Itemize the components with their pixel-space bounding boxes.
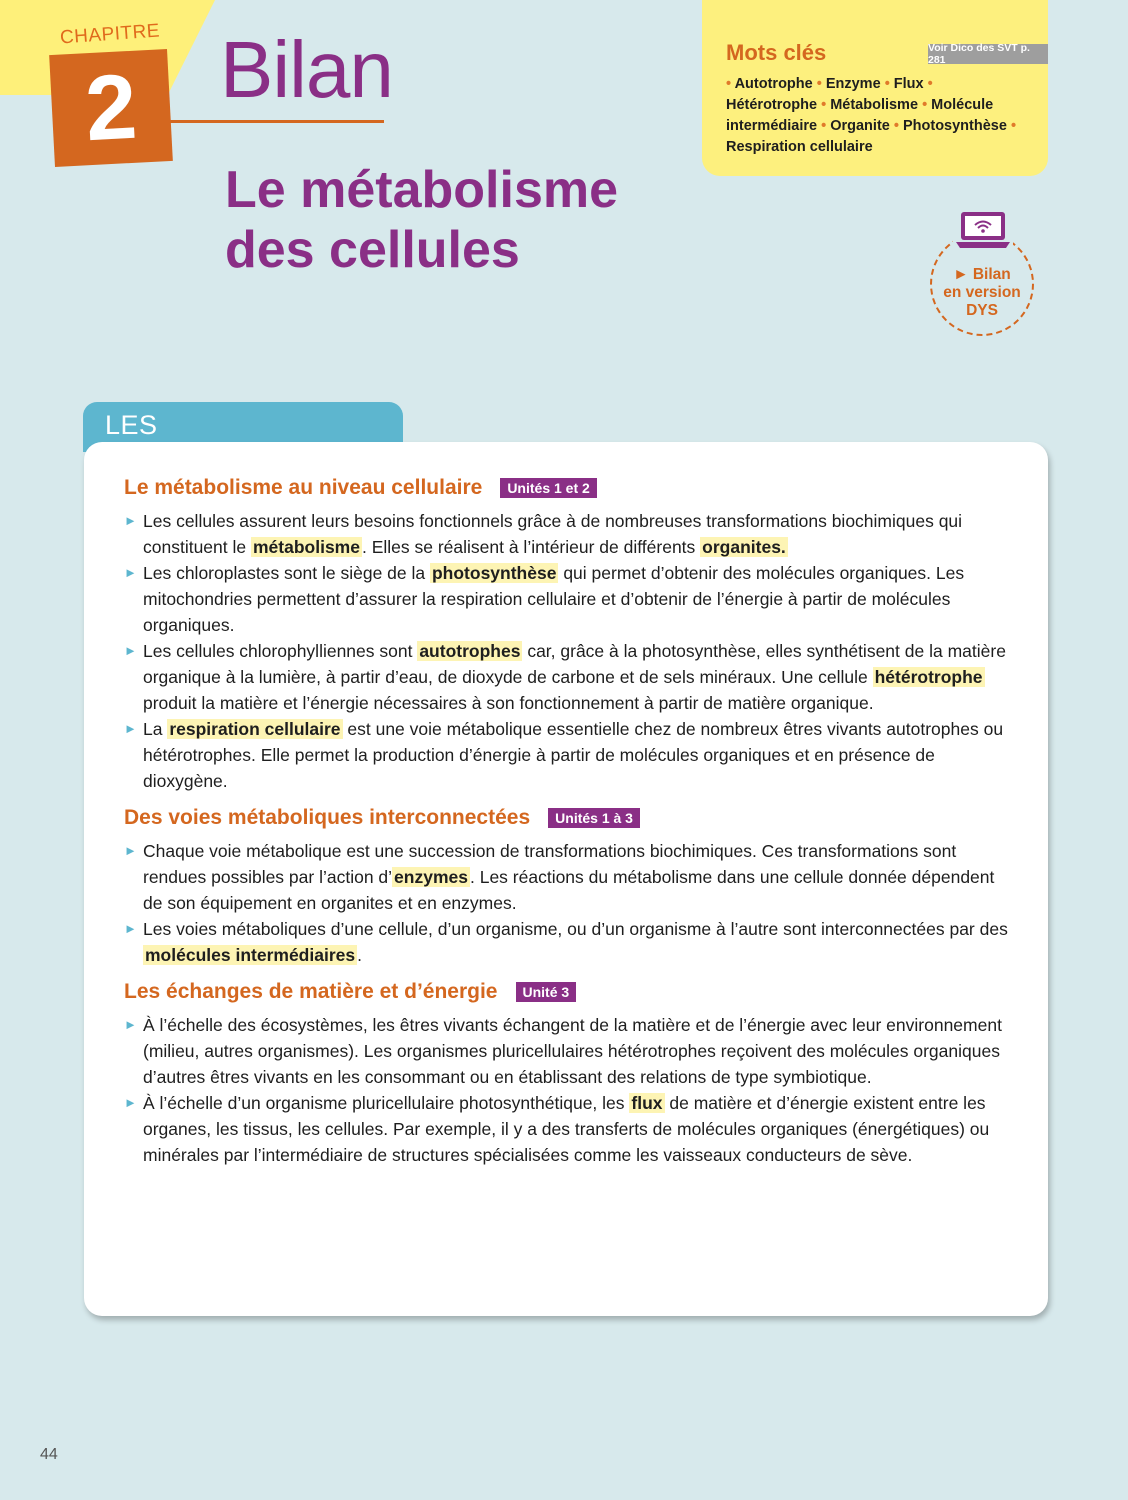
keyword[interactable]: Photosynthèse xyxy=(902,118,1007,134)
text-segment: Les chloroplastes sont le siège de la xyxy=(143,563,430,583)
keyword[interactable]: Hétérotrophe xyxy=(726,97,818,113)
text-segment: produit la matière et l’énergie nécessaires à son fonctionnement à partir de matière organique. xyxy=(143,693,874,713)
chapter-number: 2 xyxy=(49,49,173,167)
dys-line-1: ► Bilan xyxy=(953,266,1011,283)
title-line-1: Le métabolisme xyxy=(225,161,619,219)
keyword[interactable]: Molécule intermédiaire xyxy=(726,97,994,134)
dys-line-2: en version xyxy=(943,284,1021,301)
list-item xyxy=(124,560,1008,638)
keyword-bullet: • xyxy=(821,118,831,134)
keyword-bullet: • xyxy=(1010,118,1017,134)
keyword[interactable]: Respiration cellulaire xyxy=(726,139,873,155)
highlighted-term: autotrophes xyxy=(419,641,521,661)
highlighted-term: enzymes xyxy=(394,867,468,887)
keyword[interactable]: Autotrophe xyxy=(734,76,813,92)
section-title: Des voies métaboliques interconnectées xyxy=(124,806,531,829)
keyword-bullet: • xyxy=(816,76,826,92)
list-item xyxy=(124,1012,1008,1090)
text-segment: de matière et d’énergie existent entre les organes, les tissus, les cellules. Par exemple, il y a des transferts de molécules organiques (énergétiques) ou minérales par l’intermédiaire de structures spécialisées comme les vaisseaux conducteurs de sève. xyxy=(143,1093,990,1165)
text-segment: La xyxy=(143,719,168,739)
unit-badge[interactable]: Unité 3 xyxy=(516,982,577,1002)
keyword[interactable]: Flux xyxy=(893,76,924,92)
keyword-bullet: • xyxy=(922,97,932,113)
unit-badge[interactable]: Unités 1 à 3 xyxy=(548,808,640,828)
text-segment: À l’échelle d’un organisme pluricellulaire photosynthétique, les xyxy=(143,1093,630,1113)
knowledge-section xyxy=(124,980,1008,1168)
text-segment: qui permet d’obtenir des molécules organiques. Les mitochondries permettent d’assurer la respiration cellulaire et d’obtenir de l’énergie à partir de molécules organiques. xyxy=(143,563,965,635)
list-item xyxy=(124,716,1008,794)
dico-link[interactable]: Voir Dico des SVT p. 281 xyxy=(928,44,1048,64)
highlighted-term: respiration cellulaire xyxy=(169,719,341,739)
arrow-bullet-icon: ► xyxy=(124,1095,137,1110)
section-title: Les échanges de matière et d’énergie xyxy=(124,980,498,1003)
keyword[interactable]: Métabolisme xyxy=(830,97,919,113)
highlighted-term: photosynthèse xyxy=(431,563,557,583)
keyword[interactable]: Organite xyxy=(830,118,890,134)
section-title: Le métabolisme au niveau cellulaire xyxy=(124,476,483,499)
keyword-bullet: • xyxy=(884,76,894,92)
list-item xyxy=(124,1090,1008,1168)
arrow-bullet-icon: ► xyxy=(124,921,137,936)
list-item xyxy=(124,638,1008,716)
highlighted-term: métabolisme xyxy=(252,537,360,557)
keyword-bullet: • xyxy=(927,76,933,92)
knowledge-section xyxy=(124,806,1008,968)
keywords-list xyxy=(726,74,1024,158)
list-item xyxy=(124,508,1008,560)
text-segment: . Elles se réalisent à l’intérieur de différents xyxy=(361,537,701,557)
highlighted-term: hétérotrophe xyxy=(874,667,983,687)
section-tab: LES xyxy=(83,402,403,452)
text-segment: . Les réactions du métabolisme dans une cellule donnée dépendent de son équipement en organites et en enzymes. xyxy=(143,867,995,913)
page-number: 44 xyxy=(40,1446,58,1463)
highlighted-term: flux xyxy=(631,1093,663,1113)
arrow-bullet-icon: ► xyxy=(124,565,137,580)
text-segment: car, grâce à la photosynthèse, elles synthétisent de la matière organique à la lumière, à partir d’eau, de dioxyde de carbone et de sels minéraux. Une cellule xyxy=(143,641,1006,687)
text-segment: . xyxy=(357,945,362,965)
knowledge-section xyxy=(124,476,1008,794)
list-item xyxy=(124,838,1008,916)
arrow-bullet-icon: ► xyxy=(124,1017,137,1032)
keywords-box xyxy=(702,0,1048,176)
list-item xyxy=(124,916,1008,968)
page-title xyxy=(225,160,618,280)
dys-line-3: DYS xyxy=(966,302,998,319)
text-segment: Chaque voie métabolique est une succession de transformations biochimiques. Ces transformations sont rendues possibles par l’action d’ xyxy=(143,841,957,887)
bilan-heading: Bilan xyxy=(220,25,393,114)
arrow-bullet-icon: ► xyxy=(124,643,137,658)
dys-label[interactable] xyxy=(930,266,1034,320)
highlighted-term: organites. xyxy=(702,537,786,557)
laptop-wifi-icon xyxy=(953,208,1013,256)
divider xyxy=(170,120,384,123)
keyword-bullet: • xyxy=(821,97,831,113)
keywords-title: Mots clés xyxy=(726,40,827,65)
text-segment: Les voies métaboliques d’une cellule, d’un organisme, ou d’un organisme à l’autre sont interconnectées par des xyxy=(143,919,1008,939)
highlighted-term: molécules intermédiaires xyxy=(145,945,356,965)
text-segment: Les cellules assurent leurs besoins fonctionnels grâce à de nombreuses transformations biochimiques qui constituent le xyxy=(143,511,963,557)
text-segment: À l’échelle des écosystèmes, les êtres vivants échangent de la matière et de l’énergie avec leur environnement (milieu, autres organismes). Les organismes pluricellulaires hétérotrophes reçoivent des molécules organiques d’autres êtres vivants en les consommant ou en établissant des relations de type symbiotique. xyxy=(143,1015,1002,1087)
arrow-bullet-icon: ► xyxy=(124,721,137,736)
keyword-bullet: • xyxy=(726,76,735,92)
arrow-bullet-icon: ► xyxy=(124,513,137,528)
arrow-bullet-icon: ► xyxy=(124,843,137,858)
title-line-2: des cellules xyxy=(225,221,520,279)
keyword-bullet: • xyxy=(893,118,903,134)
chapter-label: CHAPITRE xyxy=(59,20,161,49)
text-segment: Les cellules chlorophylliennes sont xyxy=(143,641,418,661)
text-segment: est une voie métabolique essentielle chez de nombreux êtres vivants autotrophes ou hétérotrophes. Elle permet la production d’énergie à partir de molécules organiques et en présence de dioxygène. xyxy=(143,719,1004,791)
keyword[interactable]: Enzyme xyxy=(825,76,881,92)
unit-badge[interactable]: Unités 1 et 2 xyxy=(500,478,596,498)
knowledge-card xyxy=(84,442,1048,1316)
